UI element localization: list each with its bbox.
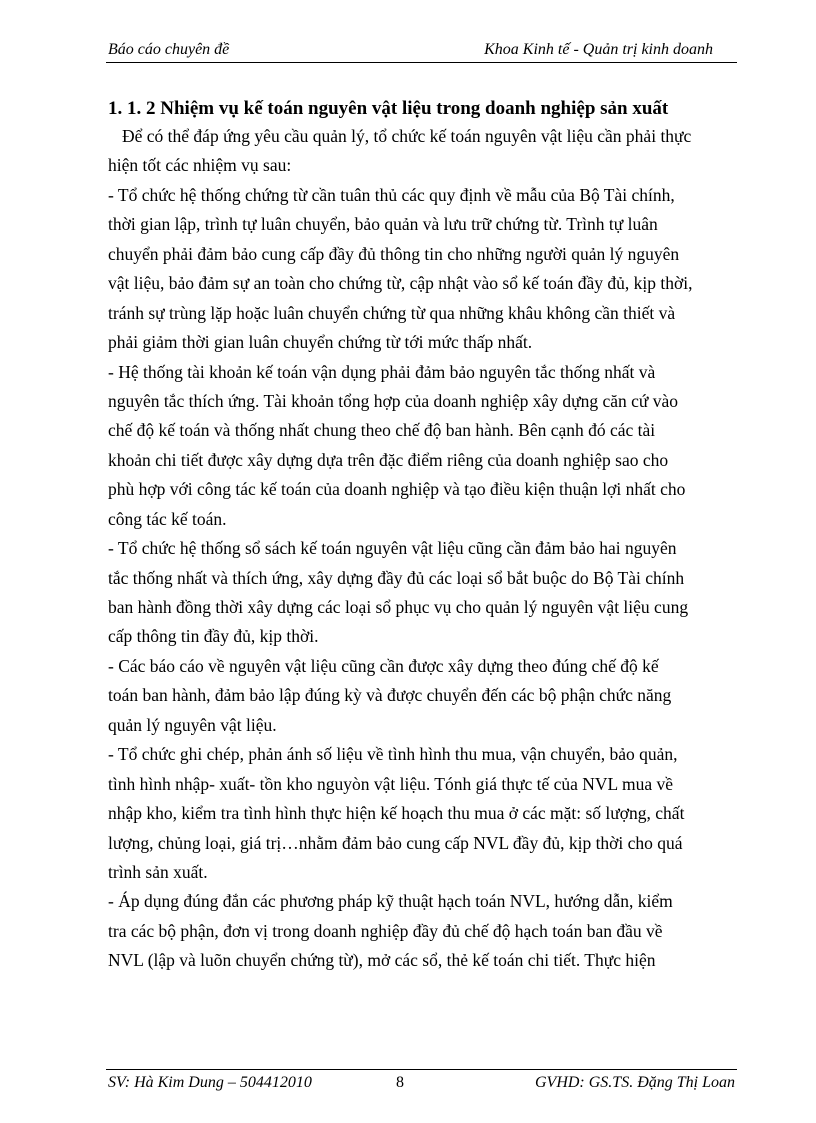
text-line: khoản chi tiết được xây dựng dựa trên đặc điểm riêng của doanh nghiệp sao cho	[108, 449, 669, 470]
text-line: cấp thông tin đầy đủ, kịp thời.	[108, 626, 319, 647]
text-line: thời gian lập, trình tự luân chuyển, bảo quản và lưu trữ chứng từ. Trình tự luân	[108, 214, 658, 235]
footer-student: SV: Hà Kim Dung – 504412010	[108, 1074, 312, 1091]
text-line: Để có thể đáp ứng yêu cầu quản lý, tổ chức kế toán nguyên vật liệu cần phải thực	[122, 126, 692, 146]
text-line: toán ban hành, đảm bảo lập đúng kỳ và được chuyển đến các bộ phận chức năng	[108, 685, 672, 706]
text-line: công tác kế toán.	[108, 508, 227, 529]
text-line: ban hành đồng thời xây dựng các loại sổ phục vụ cho quản lý nguyên vật liệu cung	[108, 597, 689, 617]
text-line: chế độ kế toán và thống nhất chung theo chế độ ban hành. Bên cạnh đó các tài	[108, 420, 656, 441]
text-line: - Tổ chức hệ thống sổ sách kế toán nguyên vật liệu cũng cần đảm bảo hai nguyên	[108, 538, 677, 559]
header-faculty: Khoa Kinh tế - Quản trị kinh doanh	[484, 41, 713, 58]
text-line: tránh sự trùng lặp hoặc luân chuyển chứng từ qua những khâu không cần thiết và	[108, 302, 676, 323]
text-line: trình sản xuất.	[108, 861, 208, 882]
page-header	[106, 40, 737, 63]
text-line: nguyên tắc thích ứng. Tài khoản tổng hợp của doanh nghiệp xây dựng căn cứ vào	[108, 390, 679, 411]
text-line: nhập kho, kiểm tra tình hình thực hiện kế hoạch thu mua ở các mặt: số lượng, chất	[108, 803, 685, 824]
text-line: - Áp dụng đúng đắn các phương pháp kỹ thuật hạch toán NVL, hướng dẫn, kiểm	[108, 891, 673, 912]
text-line: chuyển phải đảm bảo cung cấp đầy đủ thông tin cho những người quản lý nguyên	[108, 243, 680, 264]
header-report-title: Báo cáo chuyên đề	[108, 41, 230, 58]
page-number: 8	[396, 1074, 404, 1091]
document-body	[108, 96, 748, 976]
text-line: hiện tốt các nhiệm vụ sau:	[108, 155, 292, 176]
text-line: lượng, chủng loại, giá trị…nhằm đảm bảo cung cấp NVL đầy đủ, kịp thời cho quá	[108, 832, 683, 853]
text-line: - Hệ thống tài khoản kế toán vận dụng phải đảm bảo nguyên tắc thống nhất và	[108, 361, 656, 382]
text-line: phù hợp với công tác kế toán của doanh nghiệp và tạo điều kiện thuận lợi nhất cho	[108, 479, 686, 500]
text-line: tình hình nhập- xuất- tồn kho nguyòn vật liệu. Tónh giá thực tế của NVL mua về	[108, 773, 673, 794]
text-line: - Tổ chức ghi chép, phản ánh số liệu về tình hình thu mua, vận chuyển, bảo quản,	[108, 744, 678, 765]
footer-advisor: GVHD: GS.TS. Đặng Thị Loan	[534, 1074, 735, 1091]
text-line: - Các báo cáo về nguyên vật liệu cũng cần được xây dựng theo đúng chế độ kế	[108, 655, 659, 676]
text-line: phải giảm thời gian luân chuyển chứng từ tới mức thấp nhất.	[108, 332, 533, 353]
text-line: quản lý nguyên vật liệu.	[108, 714, 277, 735]
section-paragraphs	[108, 122, 748, 976]
text-line: vật liệu, bảo đảm sự an toàn cho chứng từ, cập nhật vào sổ kế toán đầy đủ, kịp thời,	[108, 273, 693, 294]
page-footer	[106, 1069, 737, 1096]
text-line: tắc thống nhất và thích ứng, xây dựng đầy đủ các loại sổ bắt buộc do Bộ Tài chính	[108, 567, 685, 588]
text-line: NVL (lập và luõn chuyển chứng từ), mở các sổ, thẻ kế toán chi tiết. Thực hiện	[108, 950, 656, 971]
text-line: tra các bộ phận, đơn vị trong doanh nghiệp đầy đủ chế độ hạch toán ban đầu về	[108, 920, 663, 941]
section-heading: 1. 1. 2 Nhiệm vụ kế toán nguyên vật liệu trong doanh nghiệp sản xuất	[108, 98, 669, 119]
text-line: - Tổ chức hệ thống chứng từ cần tuân thủ các quy định về mẫu của Bộ Tài chính,	[108, 184, 675, 205]
